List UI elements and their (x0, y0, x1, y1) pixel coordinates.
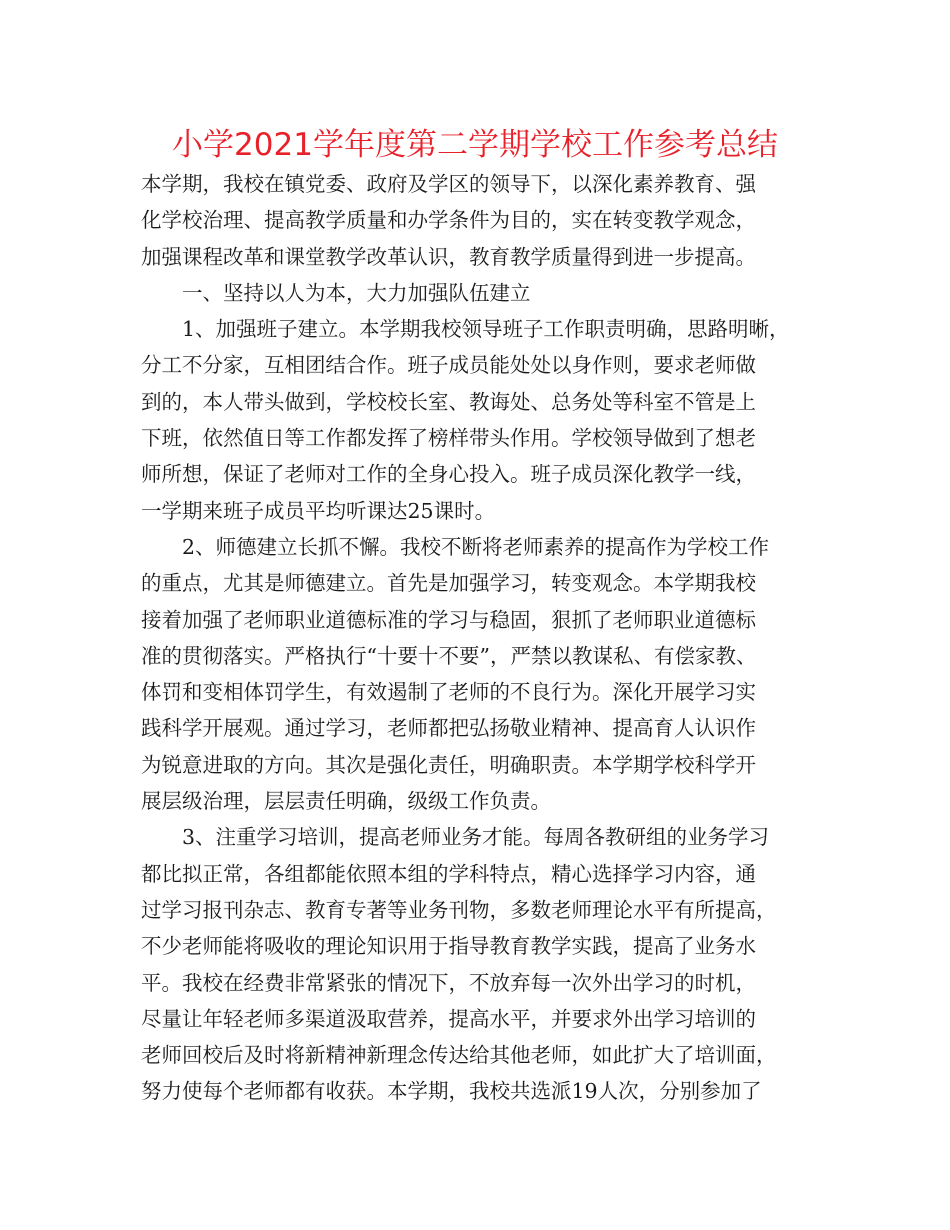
body-line: 加强课程改革和课堂教学改革认识，教育教学质量得到进一步提高。 (141, 244, 756, 269)
body-line: 准的贯彻落实。严格执行“十要十不要”，严禁以教谋私、有偿家教、 (141, 643, 757, 668)
body-line: 下班，依然值日等工作都发挥了榜样带头作用。学校领导做到了想老 (141, 426, 756, 451)
body-line: 化学校治理、提高教学质量和办学条件为目的，实在转变教学观念， (141, 208, 756, 233)
body-line: 接着加强了老师职业道德标准的学习与稳固，狠抓了老师职业道德标 (141, 607, 756, 632)
body-line: 2、师德建立长抓不懈。我校不断将老师素养的提高作为学校工作 (182, 534, 770, 559)
body-line: 尽量让年轻老师多渠道汲取营养，提高水平，并要求外出学习培训的 (141, 1006, 756, 1031)
body-line: 都比拟正常，各组都能依照本组的学科特点，精心选择学习内容，通 (141, 861, 756, 886)
body-line: 展层级治理，层层责任明确，级级工作负责。 (141, 789, 551, 814)
body-line: 不少老师能将吸收的理论知识用于指导教育教学实践，提高了业务水 (141, 934, 756, 959)
body-line: 的重点，尤其是师德建立。首先是加强学习，转变观念。本学期我校 (141, 571, 756, 596)
body-line: 老师回校后及时将新精神新理念传达给其他老师，如此扩大了培训面， (141, 1043, 777, 1068)
document-title: 小学2021学年度第二学期学校工作参考总结 (172, 127, 778, 163)
body-line: 为锐意进取的方向。其次是强化责任，明确职责。本学期学校科学开 (141, 752, 756, 777)
body-line: 践科学开展观。通过学习，老师都把弘扬敬业精神、提高育人认识作 (141, 716, 756, 741)
body-line: 一、坚持以人为本，大力加强队伍建立 (182, 280, 531, 305)
body-line: 过学习报刊杂志、教育专著等业务刊物，多数老师理论水平有所提高， (141, 897, 777, 922)
body-line: 到的，本人带头做到，学校校长室、教诲处、总务处等科室不管是上 (141, 389, 756, 414)
body-line: 平。我校在经费非常紧张的情况下，不放弃每一次外出学习的时机， (141, 970, 756, 995)
body-line: 分工不分家，互相团结合作。班子成员能处处以身作则，要求老师做 (141, 353, 756, 378)
body-line: 体罚和变相体罚学生，有效遏制了老师的不良行为。深化开展学习实 (141, 680, 756, 705)
body-line: 1、加强班子建立。本学期我校领导班子工作职责明确，思路明晰， (182, 317, 790, 342)
body-line: 本学期，我校在镇党委、政府及学区的领导下，以深化素养教育、强 (141, 172, 756, 196)
body-line: 一学期来班子成员平均听课达25课时。 (141, 498, 496, 523)
body-line: 努力使每个老师都有收获。本学期，我校共选派19人次，分别参加了 (141, 1079, 762, 1104)
body-line: 师所想，保证了老师对工作的全身心投入。班子成员深化教学一线， (141, 462, 756, 487)
document-body (141, 166, 831, 1110)
body-line: 3、注重学习培训，提高老师业务才能。每周各教研组的业务学习 (182, 825, 770, 850)
